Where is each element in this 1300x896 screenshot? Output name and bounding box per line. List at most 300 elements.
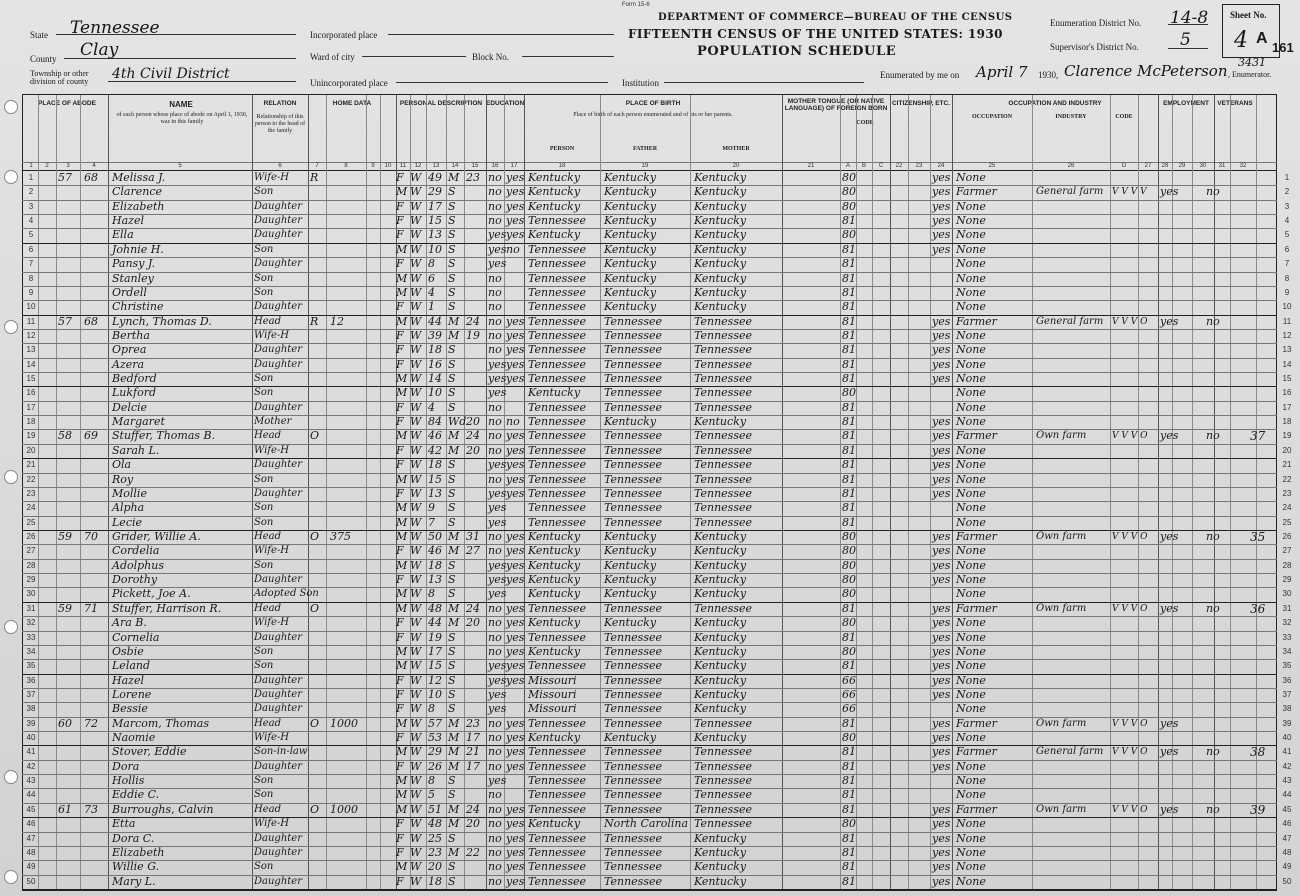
column-number: 18 [558,163,566,169]
cell-bp: Kentucky [528,171,581,184]
cell-dw [58,631,78,645]
cell-read: yes [506,845,525,859]
cell-farm [1250,501,1268,515]
line-number-right: 32 [1282,618,1292,628]
cell-sch: no [488,300,502,314]
cell-val [330,214,360,228]
cell-emp [1160,343,1184,357]
table-row [0,659,1300,673]
cell-sch: no [488,817,502,831]
cell-bp: Tennessee [528,443,586,457]
cell-farm [1250,315,1268,329]
cell-fam [84,257,106,271]
cell-race: W [410,443,422,457]
group-veterans: VETERANS [1217,100,1253,107]
cell-age: 1 [428,300,435,314]
table-row [0,573,1300,587]
cell-name: Margaret [112,415,165,429]
cell-race: W [410,659,422,673]
cell-own [310,559,322,573]
cell-name: Hazel [112,673,144,687]
cell-bp: Tennessee [528,400,586,414]
cell-mbp: Kentucky [694,845,747,859]
punch-hole [4,170,18,184]
cell-farm [1250,846,1268,860]
cell-emp: yes [1160,185,1179,199]
table-row [0,329,1300,343]
cell-age: 13 [428,573,442,587]
cell-read [506,286,524,300]
column-number: 27 [1144,163,1152,169]
cell-name: Willie G. [112,860,160,874]
cell-mbp: Kentucky [694,630,747,644]
cell-sch: yes [488,587,507,601]
cell-fam [84,358,106,372]
cell-ocode [1112,487,1152,501]
cell-own [310,286,322,300]
cell-code: 81 [842,415,856,429]
cell-mar: S [448,702,456,716]
cell-race: W [410,271,422,285]
cell-vet [1206,300,1228,314]
cell-name: Lecie [112,515,143,529]
cell-occ: None [956,458,986,472]
cell-agem [466,243,484,257]
sheet-label: Sheet No. [1230,10,1267,20]
table-row [0,501,1300,515]
cell-own [310,616,322,630]
cell-mbp: Kentucky [694,702,747,716]
cell-vet [1206,832,1228,846]
cell-ind [1036,587,1110,601]
cell-own: O [310,429,320,443]
cell-race: W [410,429,422,443]
cell-mar: M [448,429,460,443]
table-row [0,401,1300,415]
cell-rel: Wife-H [254,172,290,183]
cell-ocode [1112,501,1152,515]
cell-code: 81 [842,486,856,500]
cell-vet: no [1206,185,1220,199]
cell-occ: Farmer [956,314,997,328]
cell-sex: M [396,530,408,543]
cell-agem [466,516,484,530]
cell-val [330,745,360,759]
cell-fbp: Kentucky [604,731,657,745]
cell-name: Cordelia [112,544,160,558]
cell-dw [58,257,78,271]
cell-race: W [410,745,422,759]
cell-mar: M [448,314,460,328]
cell-sch: no [488,472,502,486]
cell-emp [1160,401,1184,415]
cell-race: W [410,228,422,242]
cell-name: Eddie C. [112,788,160,802]
cell-farm [1250,228,1268,242]
cell-ind [1036,415,1110,429]
punch-hole [4,470,18,484]
cell-sex: M [396,515,408,529]
cell-fam [84,343,106,357]
cell-ln: 8 [28,273,34,283]
cell-bp: Kentucky [528,185,581,199]
cell-farm [1250,760,1268,774]
cell-farm [1250,559,1268,573]
cell-val [330,602,360,616]
column-number: 23 [915,163,923,169]
cell-vet [1206,243,1228,257]
cell-bp: Tennessee [528,314,586,328]
cell-dw [58,817,78,831]
cell-vet [1206,860,1228,874]
cell-dw [58,559,78,573]
cell-ind [1036,731,1110,745]
cell-code: 81 [842,443,856,457]
cell-agem: 21 [466,745,480,759]
cell-fbp: Tennessee [604,443,662,457]
cell-mbp: Kentucky [694,616,747,630]
cell-val [330,200,360,214]
cell-ln: 33 [26,632,36,642]
cell-read [506,272,524,286]
line-number-right: 24 [1282,503,1292,513]
cell-val: 1000 [330,802,358,816]
cell-occ: None [956,515,986,529]
cell-race: W [410,860,422,874]
cell-name: Sarah L. [112,443,160,457]
cell-sex: M [396,429,408,443]
cell-sex: F [396,831,404,845]
cell-ocode [1112,731,1152,745]
cell-occ: None [956,300,986,314]
cell-dw [58,688,78,702]
cell-age: 12 [428,673,442,687]
cell-age: 19 [428,630,442,644]
table-row [0,645,1300,659]
cell-sch: yes [488,257,507,271]
cell-dw: 60 [58,716,72,730]
punch-hole [4,870,18,884]
cell-lab: yes [932,745,951,759]
cell-ln: 9 [28,287,34,297]
cell-ocode: V V V O [1112,532,1148,542]
cell-lab [932,702,952,716]
cell-read: yes [506,472,525,486]
cell-lab [932,774,952,788]
cell-agem [466,185,484,199]
cell-sex: M [396,271,408,285]
cell-fbp: Kentucky [604,271,657,285]
cell-occ: None [956,573,986,587]
cell-lab: yes [932,874,951,888]
cell-dw [58,760,78,774]
cell-dw [58,674,78,688]
supervisor-value: 5 [1180,30,1191,50]
cell-mbp: Tennessee [694,817,752,831]
cell-age: 25 [428,831,442,845]
cell-lab: yes [932,573,951,587]
cell-code: 66 [842,673,856,687]
cell-mar: S [448,214,456,228]
cell-age: 44 [428,616,442,630]
cell-fam [84,372,106,386]
cell-lab [932,386,952,400]
cell-ln: 25 [26,517,36,527]
cell-agem [466,587,484,601]
cell-rel: Daughter [254,200,302,212]
cell-ln: 5 [28,230,34,240]
cell-dw [58,358,78,372]
cell-dw [58,329,78,343]
cell-mbp: Kentucky [694,199,747,213]
group-tongue: MOTHER TONGUE (OR NATIVE LANGUAGE) OF FOREIGN BORN [784,98,888,112]
cell-age: 48 [428,817,442,831]
cell-dw [58,846,78,860]
cell-sex: M [396,314,408,328]
column-number: 14 [451,163,459,169]
cell-rel: Head [254,315,282,327]
cell-ocode [1112,343,1152,357]
cell-emp [1160,214,1184,228]
cell-read: yes [506,630,525,644]
group-employment: EMPLOYMENT [1163,100,1209,107]
cell-ln: 23 [26,488,36,498]
cell-rel: Son [254,502,274,514]
cell-rel: Daughter [254,301,302,313]
line-number-right: 6 [1284,244,1290,254]
cell-race: W [410,486,422,500]
column-number: 10 [384,163,392,169]
cell-read: yes [506,530,525,543]
cell-fam [84,702,106,716]
cell-read [506,501,524,515]
cell-sex: F [396,228,404,242]
cell-mbp: Tennessee [694,443,752,457]
cell-lab: yes [932,228,951,242]
county-label: County [30,54,57,64]
cell-ln: 38 [26,704,36,714]
cell-vet [1206,702,1228,716]
cell-bp: Tennessee [528,415,586,429]
cell-fbp: Kentucky [604,544,657,558]
cell-sch: no [488,544,502,558]
cell-val [330,674,360,688]
cell-ind [1036,214,1110,228]
cell-val [330,788,360,802]
cell-mar: S [448,788,456,802]
cell-name: Elizabeth [112,845,165,859]
cell-ind [1036,458,1110,472]
cell-race: W [410,328,422,342]
cell-farm: 35 [1250,530,1266,544]
cell-ind [1036,228,1110,242]
cell-name: Stanley [112,271,154,285]
cell-farm [1250,587,1268,601]
cell-dw [58,272,78,286]
cell-lab: yes [932,731,951,745]
cell-vet: no [1206,314,1220,328]
group-home: HOME DATA [332,100,372,107]
cell-farm [1250,717,1268,731]
cell-own: O [310,716,320,730]
cell-sex: F [396,702,404,716]
line-number-right: 33 [1282,632,1292,642]
cell-emp [1160,659,1184,673]
cell-bp: Kentucky [528,817,581,831]
cell-fam: 70 [84,530,98,543]
cell-bp: Tennessee [528,271,586,285]
cell-agem [466,774,484,788]
header-code2: CODE [1115,114,1133,120]
cell-emp [1160,875,1184,889]
header-person: PERSON [549,146,575,152]
cell-sex: F [396,458,404,472]
cell-dw [58,832,78,846]
cell-ocode [1112,444,1152,458]
cell-sch: no [488,400,502,414]
cell-mar: S [448,874,456,888]
table-row [0,315,1300,329]
cell-race: W [410,831,422,845]
cell-occ: None [956,214,986,228]
cell-lab: yes [932,716,951,730]
cell-ln: 45 [26,804,36,814]
cell-fam: 71 [84,601,98,615]
cell-occ: None [956,271,986,285]
cell-read: yes [506,601,525,615]
cell-val [330,257,360,271]
cell-code: 66 [842,687,856,701]
cell-age: 49 [428,171,442,184]
cell-read: yes [506,486,525,500]
cell-mar: S [448,587,456,601]
cell-lab: yes [932,171,951,184]
cell-sch: no [488,860,502,874]
cell-farm [1250,286,1268,300]
cell-name: Stuffer, Thomas B. [112,429,216,443]
cell-occ: None [956,343,986,357]
cell-fbp: Kentucky [604,228,657,242]
cell-bp: Tennessee [528,788,586,802]
line-number-right: 39 [1282,718,1292,728]
line-number-right: 38 [1282,704,1292,714]
column-number: 16 [491,163,499,169]
cell-farm [1250,832,1268,846]
line-number-right: 47 [1282,833,1292,843]
cell-bp: Kentucky [528,530,581,543]
cell-ln: 10 [26,302,36,312]
cell-val [330,228,360,242]
cell-farm [1250,415,1268,429]
cell-ln: 16 [26,388,36,398]
cell-read: yes [506,228,525,242]
cell-vet [1206,228,1228,242]
cell-val [330,185,360,199]
cell-rel: Son [254,286,274,298]
cell-vet [1206,631,1228,645]
cell-mar: M [448,443,460,457]
table-row [0,243,1300,257]
cell-farm [1250,875,1268,889]
cell-lab [932,587,952,601]
cell-rel: Daughter [254,487,302,499]
cell-code: 81 [842,257,856,271]
cell-farm: 36 [1250,601,1266,616]
cell-agem: 19 [466,328,480,342]
cell-dw [58,343,78,357]
cell-fbp: Kentucky [604,199,657,213]
cell-own [310,645,322,659]
cell-mbp: Tennessee [694,400,752,414]
cell-fam [84,774,106,788]
cell-fbp: Tennessee [604,759,662,773]
cell-age: 53 [428,731,442,745]
birth-desc: Place of birth of each person enumerated and of his or her parents. [573,112,733,118]
cell-ocode [1112,473,1152,487]
cell-ind [1036,875,1110,889]
cell-lab: yes [932,644,951,658]
line-number-right: 4 [1284,216,1290,226]
column-number: A [845,163,850,169]
cell-emp [1160,702,1184,716]
cell-fam [84,860,106,874]
cell-ind [1036,272,1110,286]
cell-agem [466,788,484,802]
cell-mar: M [448,616,460,630]
cell-code: 80 [842,530,856,543]
cell-ind [1036,243,1110,257]
cell-race: W [410,214,422,228]
table-row [0,343,1300,357]
cell-rel: Wife-H [254,732,290,744]
cell-dw [58,659,78,673]
cell-occ: None [956,831,986,845]
cell-occ: None [956,501,986,515]
cell-race: W [410,458,422,472]
cell-sch: yes [488,659,507,673]
cell-sch: no [488,616,502,630]
cell-farm [1250,774,1268,788]
column-number: 12 [414,163,422,169]
table-row [0,444,1300,458]
cell-own [310,444,322,458]
header-industry: INDUSTRY [1055,114,1087,120]
cell-occ: Farmer [956,802,997,816]
cell-own [310,760,322,774]
cell-lab [932,788,952,802]
cell-dw [58,501,78,515]
column-number: 7 [315,163,319,169]
cell-occ: Farmer [956,185,997,199]
cell-lab: yes [932,630,951,644]
cell-val [330,501,360,515]
cell-sch: no [488,285,502,299]
cell-ocode [1112,559,1152,573]
table-row [0,559,1300,573]
cell-sch: yes [488,573,507,587]
cell-own [310,817,322,831]
cell-ind [1036,516,1110,530]
cell-fam [84,487,106,501]
cell-rel: Head [254,430,282,442]
cell-sex: F [396,171,404,184]
cell-emp [1160,516,1184,530]
cell-val [330,860,360,874]
cell-val [330,372,360,386]
cell-age: 8 [428,774,435,788]
cell-code: 80 [842,731,856,745]
cell-ln: 7 [28,259,34,269]
